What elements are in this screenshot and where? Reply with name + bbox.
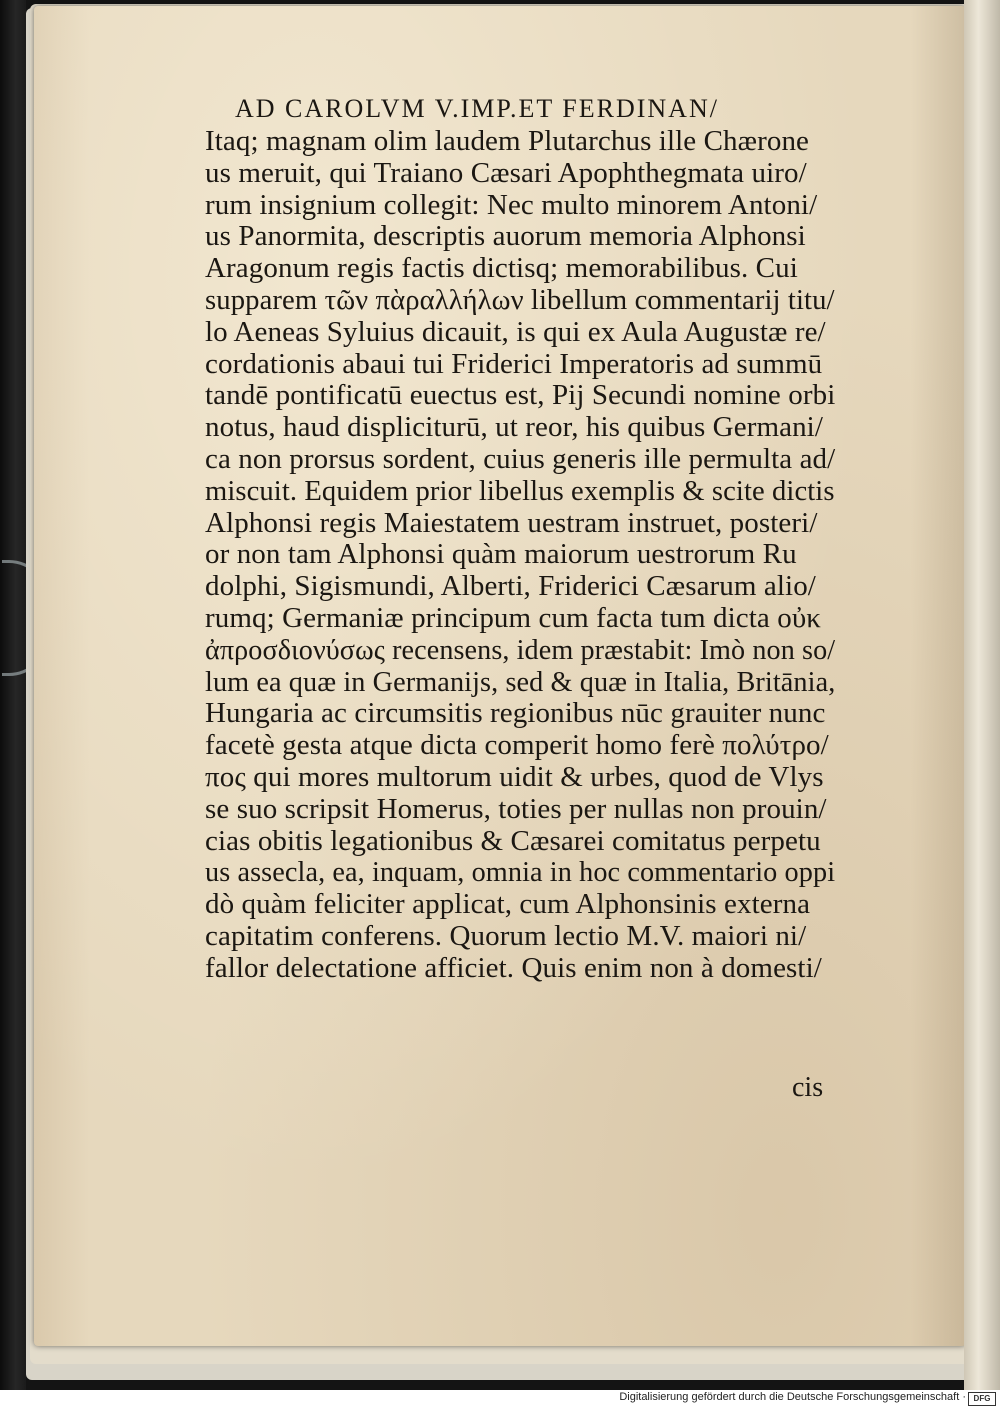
text-line: rumq; Germaniæ principum cum facta tum dicta οὐκ: [205, 601, 822, 634]
text-line: dolphi, Sigismundi, Alberti, Friderici Cæsarum alio/: [205, 570, 816, 603]
text-line: lo Aeneas Syluius dicauit, is qui ex Aula Augustæ re/: [205, 315, 826, 348]
text-line: notus, haud displiciturū, ut reor, his quibus Germani/: [205, 411, 823, 444]
text-line: rum insignium collegit: Nec multo minorem Antoni/: [205, 188, 818, 221]
funding-credit: Digitalisierung gefördert durch die Deutsche Forschungsgemeinschaft ·: [619, 1391, 966, 1403]
text-line: miscuit. Equidem prior libellus exemplis & scite dictis: [205, 474, 835, 507]
text-line: us Panormita, descriptis auorum memoria Alphonsi: [205, 220, 806, 253]
text-line: ca non prorsus sordent, cuius generis ille permulta ad/: [205, 442, 836, 475]
text-line: facetè gesta atque dicta comperit homo ferè πολύτρο/: [205, 729, 829, 762]
running-head: AD CAROLVM V.IMP.ET FERDINAN/: [235, 94, 719, 123]
catchword: cis: [792, 1072, 824, 1103]
text-line: tandē pontificatū euectus est, Pij Secundi nomine orbi: [205, 379, 836, 412]
footer-bar: [0, 1390, 1000, 1407]
page-fore-edge: [964, 0, 1000, 1390]
text-line: Aragonum regis factis dictisq; memorabilibus. Cui: [205, 252, 798, 285]
page-text: [205, 92, 835, 985]
text-line: lum ea quæ in Germanijs, sed & quæ in Italia, Britānia,: [205, 665, 836, 698]
text-line: cias obitis legationibus & Cæsarei comitatus perpetu: [205, 824, 821, 857]
text-line: us assecla, ea, inquam, omnia in hoc commentario oppi: [205, 856, 836, 889]
body-text: [205, 126, 835, 985]
book-binding: [0, 0, 26, 1390]
text-line: fallor delectatione afficiet. Quis enim non à domesti/: [205, 951, 822, 984]
text-line: cordationis abaui tui Friderici Imperatoris ad summū: [205, 347, 823, 380]
text-line: dò quàm feliciter applicat, cum Alphonsinis externa: [205, 888, 811, 921]
text-line: us meruit, qui Traiano Cæsari Apophthegmata uiro/: [205, 156, 807, 189]
text-line: Hungaria ac circumsitis regionibus nūc grauiter nunc: [205, 697, 826, 730]
text-line: πος qui mores multorum uidit & urbes, quod de Vlys: [205, 760, 824, 793]
text-line: supparem τῶν πὰραλλήλων libellum commentarij titu/: [205, 283, 835, 316]
text-line: se suo scripsit Homerus, toties per nullas non prouin/: [205, 792, 827, 825]
text-line: capitatim conferens. Quorum lectio M.V. maiori ni/: [205, 919, 807, 952]
text-line: Itaq; magnam olim laudem Plutarchus ille Chærone: [205, 125, 810, 157]
text-line: Alphonsi regis Maiestatem uestram instruet, posteri/: [205, 506, 818, 539]
text-line: ἀπροσδιονύσως recensens, idem præstabit: Imò non so/: [205, 633, 836, 666]
text-line: or non tam Alphonsi quàm maiorum uestrorum Ru: [205, 538, 797, 571]
dfg-logo: DFG: [968, 1392, 996, 1406]
